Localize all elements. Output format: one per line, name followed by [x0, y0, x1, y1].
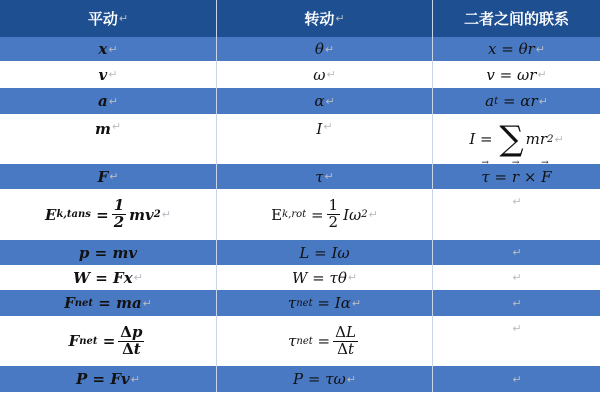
header-relation: 二者之间的联系 — [432, 0, 600, 37]
cell-rotation: ω ↵ — [216, 61, 432, 88]
header-rotation: 转动 ↵ — [216, 0, 432, 37]
table-row — [0, 265, 600, 290]
header-translation: 平动 ↵ — [87, 10, 129, 28]
cell-rotation: L = I ω — [216, 240, 432, 265]
cell-rotation: I ↵ — [216, 114, 432, 164]
cell-translation: F ↵ — [97, 167, 119, 186]
cell-relation: ↵ — [432, 290, 600, 316]
cell-rotation: α ↵ — [216, 88, 432, 114]
cell-relation: x = θ r ↵ — [432, 37, 600, 61]
table-row — [0, 114, 600, 164]
table-row — [0, 164, 600, 189]
cell-translation: P = F v ↵ — [76, 370, 140, 388]
cell-rotation: W = τ θ ↵ — [216, 265, 432, 290]
cell-rotation: P = τ ω ↵ — [216, 366, 432, 392]
cell-translation: m ↵ — [94, 120, 122, 138]
table-row — [0, 316, 600, 366]
table-row — [0, 61, 600, 88]
cell-relation: → τ = → r × → F — [432, 164, 600, 189]
cell-rotation: θ ↵ — [216, 37, 432, 61]
cell-relation: ↵ — [432, 189, 600, 240]
cell-translation: E k,tans = $\frac{1}{2}$ m v 2 ↵ — [45, 196, 171, 231]
cell-relation: v = ω r ↵ — [432, 61, 600, 88]
cell-relation: a t = α r ↵ — [432, 88, 600, 114]
table-row — [0, 88, 600, 114]
cell-relation: ↵ — [432, 316, 600, 366]
cell-translation: v ↵ — [98, 65, 118, 84]
cell-relation: ↵ — [432, 366, 600, 392]
table-row — [0, 189, 600, 240]
table-row — [0, 290, 600, 316]
cell-rotation: E k,rot = $\frac{1}{2}$ I ω 2 ↵ — [216, 189, 432, 240]
table-row — [0, 366, 600, 392]
cell-translation: F net = m a ↵ — [64, 294, 152, 312]
cell-rotation: τ net = I α ↵ — [216, 290, 432, 316]
table-row — [0, 240, 600, 265]
cell-relation: ↵ — [432, 240, 600, 265]
cell-translation: W = F x ↵ — [73, 268, 143, 287]
cell-translation: p = m v — [78, 243, 138, 262]
cell-rotation: τ ↵ — [216, 164, 432, 189]
cell-rotation: τ net = $\frac{\Delta L}{\Delta t}$ — [216, 316, 432, 366]
cell-relation: ↵ — [432, 265, 600, 290]
table-row — [0, 37, 600, 61]
table-header — [0, 0, 600, 37]
cell-relation: I = ∑ m r 2 ↵ — [432, 114, 600, 164]
cell-translation: F net = $\frac{\Delta p}{\Delta t}$ — [68, 322, 143, 358]
cell-translation: a ↵ — [98, 92, 118, 110]
cell-translation: x ↵ — [98, 40, 118, 58]
